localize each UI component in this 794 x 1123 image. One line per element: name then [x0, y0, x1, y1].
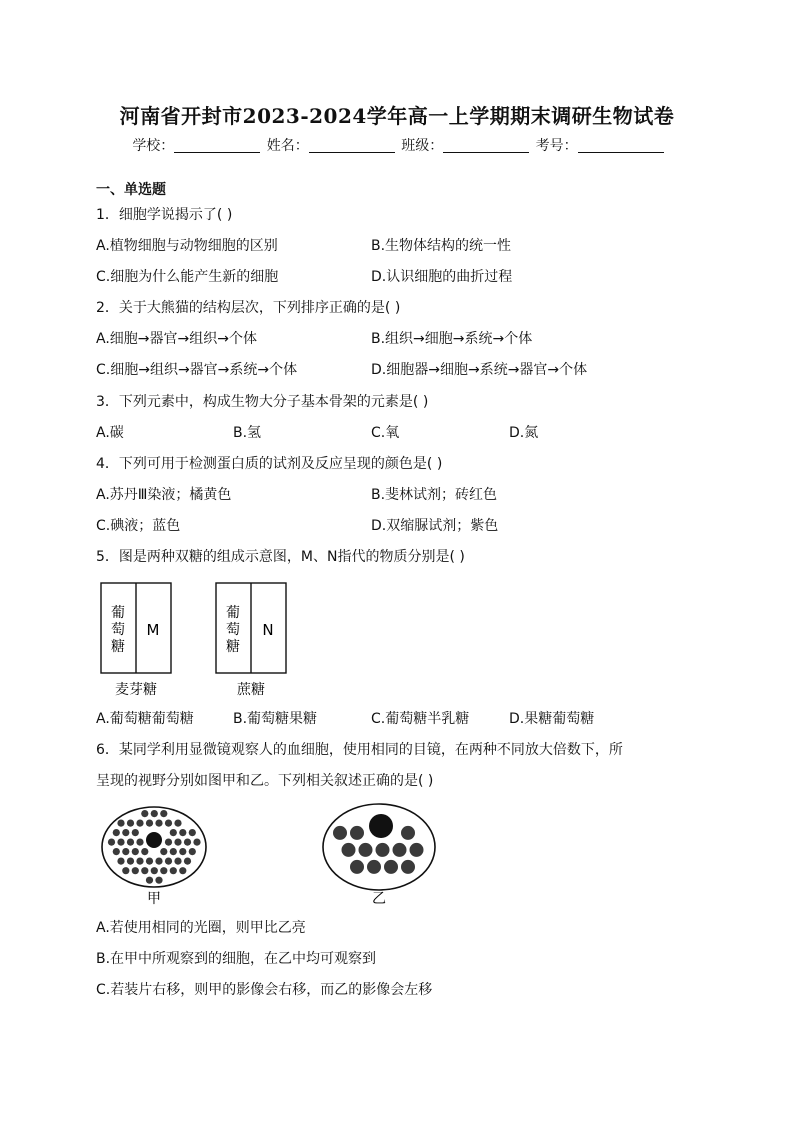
q4-option-c[interactable]: C.碘液；蓝色 [96, 518, 181, 534]
field-jia-cells [108, 810, 201, 884]
maltose-diagram [101, 583, 171, 698]
q1-option-a[interactable]: A.植物细胞与动物细胞的区别 [96, 238, 278, 254]
red-blood-cell [333, 826, 347, 840]
red-blood-cell [113, 848, 120, 855]
red-blood-cell [127, 820, 134, 827]
red-blood-cell [170, 867, 177, 874]
red-blood-cell [151, 867, 158, 874]
q5-option-b[interactable]: B.葡萄糖果糖 [233, 711, 318, 727]
red-blood-cell [122, 848, 129, 855]
red-blood-cell [155, 820, 162, 827]
red-blood-cell [393, 843, 407, 857]
q6-option-b[interactable]: B.在甲中所观察到的细胞，在乙中均可观察到 [96, 951, 377, 967]
red-blood-cell [151, 810, 158, 817]
exam-number-blank[interactable] [578, 137, 664, 153]
class-label: 班级： [401, 138, 444, 154]
q5-option-c[interactable]: C.葡萄糖半乳糖 [371, 711, 470, 727]
red-blood-cell [179, 867, 186, 874]
red-blood-cell [189, 829, 196, 836]
red-blood-cell [117, 858, 124, 865]
maltose-glucose-char-3: 糖 [111, 639, 125, 655]
red-blood-cell [160, 810, 167, 817]
q2-option-a[interactable]: A.细胞→器官→组织→个体 [96, 331, 257, 347]
school-blank[interactable] [174, 137, 260, 153]
red-blood-cell [122, 829, 129, 836]
red-blood-cell [184, 839, 191, 846]
red-blood-cell [132, 848, 139, 855]
sucrose-glucose-char-2: 萄 [226, 622, 240, 638]
name-blank[interactable] [309, 137, 395, 153]
q6-stem-line-2: 呈现的视野分别如图甲和乙。下列相关叙述正确的是( ) [96, 773, 434, 789]
red-blood-cell [384, 860, 398, 874]
red-blood-cell [108, 839, 115, 846]
q6-stem-line-1: 6．某同学利用显微镜观察人的血细胞，使用相同的目镜，在两种不同放大倍数下，所 [96, 742, 623, 758]
q4-option-d[interactable]: D.双缩脲试剂；紫色 [371, 518, 499, 534]
q1-option-c[interactable]: C.细胞为什么能产生新的细胞 [96, 269, 279, 285]
red-blood-cell [193, 839, 200, 846]
red-blood-cell [350, 860, 364, 874]
red-blood-cell [117, 839, 124, 846]
red-blood-cell [155, 858, 162, 865]
red-blood-cell [189, 848, 196, 855]
microscope-fields-figure [96, 802, 446, 912]
exam-title: 河南省开封市2023-2024学年高一上学期期末调研生物试卷 [119, 104, 675, 128]
red-blood-cell [165, 820, 172, 827]
student-info-row [0, 136, 794, 156]
maltose-m-label: M [146, 621, 160, 639]
white-blood-cell [146, 832, 162, 848]
red-blood-cell [132, 829, 139, 836]
q1-option-d[interactable]: D.认识细胞的曲折过程 [371, 269, 513, 285]
sucrose-glucose-char-3: 糖 [226, 639, 240, 655]
red-blood-cell [122, 867, 129, 874]
red-blood-cell [170, 829, 177, 836]
q2-option-c[interactable]: C.细胞→组织→器官→系统→个体 [96, 362, 298, 378]
q6-option-c[interactable]: C.若装片右移，则甲的影像会右移，而乙的影像会左移 [96, 982, 433, 998]
red-blood-cell [160, 867, 167, 874]
red-blood-cell [136, 820, 143, 827]
sucrose-glucose-char-1: 葡 [226, 605, 240, 621]
red-blood-cell [350, 826, 364, 840]
red-blood-cell [146, 858, 153, 865]
exam-number-label: 考号： [535, 138, 578, 154]
q2-option-d[interactable]: D.细胞器→细胞→系统→器官→个体 [371, 362, 588, 378]
q3-option-a[interactable]: A.碳 [96, 425, 124, 441]
red-blood-cell [141, 848, 148, 855]
red-blood-cell [165, 858, 172, 865]
red-blood-cell [117, 820, 124, 827]
red-blood-cell [141, 810, 148, 817]
red-blood-cell [127, 839, 134, 846]
field-jia [102, 807, 206, 907]
school-label: 学校： [132, 138, 175, 154]
red-blood-cell [401, 860, 415, 874]
q6-option-a[interactable]: A.若使用相同的光圈，则甲比乙亮 [96, 920, 306, 936]
sucrose-diagram [216, 583, 286, 698]
red-blood-cell [174, 858, 181, 865]
sucrose-n-label: N [262, 621, 274, 639]
q3-option-d[interactable]: D.氮 [509, 425, 539, 441]
q5-option-d[interactable]: D.果糖葡萄糖 [509, 711, 595, 727]
red-blood-cell [136, 839, 143, 846]
maltose-glucose-char-1: 葡 [111, 605, 125, 621]
q4-option-b[interactable]: B.斐林试剂；砖红色 [371, 487, 498, 503]
q1-stem: 1．细胞学说揭示了( ) [96, 207, 233, 223]
red-blood-cell [179, 829, 186, 836]
field-yi [323, 804, 435, 907]
class-blank[interactable] [443, 137, 529, 153]
red-blood-cell [410, 843, 424, 857]
red-blood-cell [155, 877, 162, 884]
maltose-caption: 麦芽糖 [115, 682, 157, 698]
red-blood-cell [367, 860, 381, 874]
q3-option-c[interactable]: C.氧 [371, 425, 400, 441]
red-blood-cell [401, 826, 415, 840]
red-blood-cell [113, 829, 120, 836]
q3-option-b[interactable]: B.氢 [233, 425, 262, 441]
red-blood-cell [146, 820, 153, 827]
q4-option-a[interactable]: A.苏丹Ⅲ染液；橘黄色 [96, 487, 232, 503]
q1-option-b[interactable]: B.生物体结构的统一性 [371, 238, 512, 254]
field-yi-label: 乙 [372, 891, 386, 907]
red-blood-cell [170, 848, 177, 855]
sucrose-caption: 蔗糖 [237, 682, 265, 698]
q2-stem: 2．关于大熊猫的结构层次，下列排序正确的是( ) [96, 300, 401, 316]
maltose-glucose-char-2: 萄 [111, 622, 125, 638]
red-blood-cell [165, 839, 172, 846]
q3-stem: 3．下列元素中，构成生物大分子基本骨架的元素是( ) [96, 394, 429, 410]
red-blood-cell [146, 877, 153, 884]
red-blood-cell [160, 848, 167, 855]
red-blood-cell [141, 867, 148, 874]
red-blood-cell [136, 858, 143, 865]
red-blood-cell [359, 843, 373, 857]
red-blood-cell [342, 843, 356, 857]
red-blood-cell [184, 858, 191, 865]
red-blood-cell [132, 867, 139, 874]
field-yi-cells [333, 814, 424, 874]
red-blood-cell [127, 858, 134, 865]
disaccharide-figure [96, 578, 316, 702]
q5-option-a[interactable]: A.葡萄糖葡萄糖 [96, 711, 194, 727]
q2-option-b[interactable]: B.组织→细胞→系统→个体 [371, 331, 533, 347]
white-blood-cell [369, 814, 393, 838]
section-heading: 一、单选题 [96, 182, 166, 198]
red-blood-cell [174, 839, 181, 846]
red-blood-cell [179, 848, 186, 855]
field-jia-label: 甲 [147, 891, 161, 907]
red-blood-cell [174, 820, 181, 827]
q4-stem: 4．下列可用于检测蛋白质的试剂及反应呈现的颜色是( ) [96, 456, 443, 472]
red-blood-cell [376, 843, 390, 857]
name-label: 姓名： [266, 138, 309, 154]
q5-stem: 5．图是两种双糖的组成示意图，M、N指代的物质分别是( ) [96, 549, 465, 565]
